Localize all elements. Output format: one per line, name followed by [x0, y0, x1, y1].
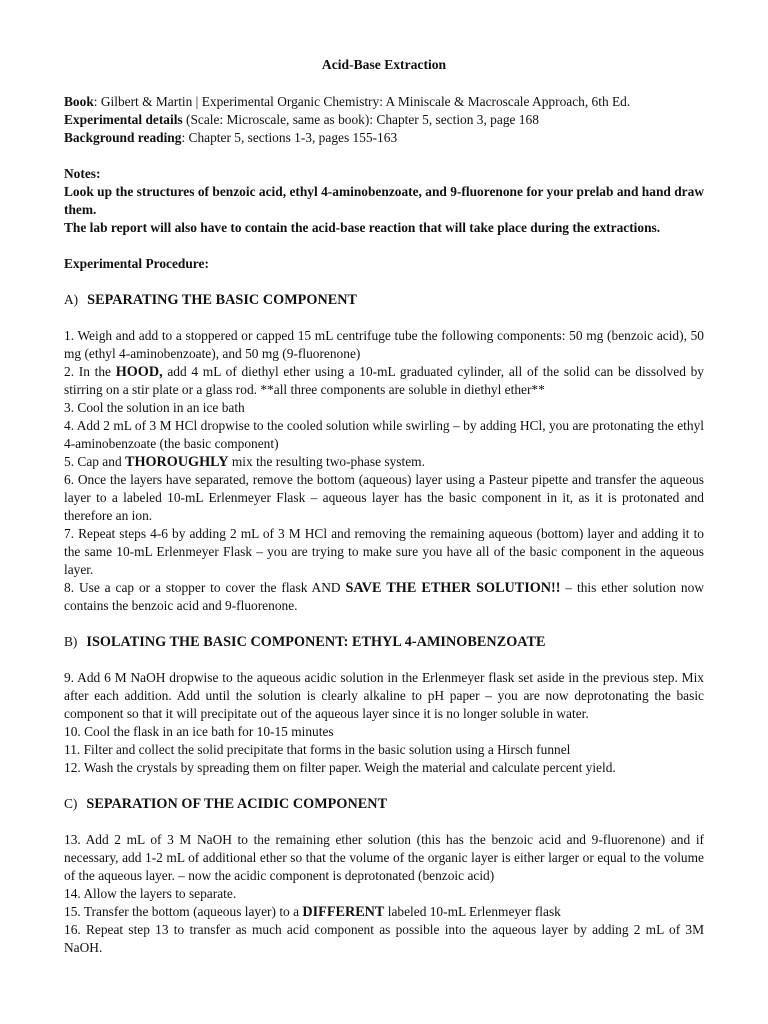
step-7: 7. Repeat steps 4-6 by adding 2 mL of 3 M HCl and removing the remaining aqueous (bottom) layer and adding it to the same 10-mL Erlenmeyer Flask – you are trying to make sure you have all of the basic component in the aqueous layer. — [64, 526, 704, 577]
notes-line-2: The lab report will also have to contain the acid-base reaction that will take place during the extractions. — [64, 220, 661, 235]
step-5-text-rest: mix the resulting two-phase system. — [228, 454, 425, 469]
step-4: 4. Add 2 mL of 3 M HCl dropwise to the cooled solution while swirling – by adding HCl, you are protonating the ethyl 4-aminobenzoate (the basic component) — [64, 418, 704, 451]
experimental-details-label: Experimental details — [64, 112, 183, 127]
book-label: Book — [64, 94, 94, 109]
background-reading-label: Background reading — [64, 130, 182, 145]
spacer — [64, 615, 704, 633]
step-10: 10. Cool the flask in an ice bath for 10-15 minutes — [64, 724, 334, 739]
step-16: 16. Repeat step 13 to transfer as much acid component as possible into the aqueous layer by adding 2 mL of 3M NaOH. — [64, 922, 704, 955]
background-reading-text: : Chapter 5, sections 1-3, pages 155-163 — [181, 130, 398, 145]
step-2-emphasis: HOOD, — [115, 364, 163, 380]
spacer — [64, 273, 704, 291]
step-12: 12. Wash the crystals by spreading them on filter paper. Weigh the material and calculate percent yield. — [64, 760, 616, 775]
step-15 — [64, 903, 704, 921]
step-2-text: 2. In the — [64, 364, 116, 379]
step-2-text-rest: add 4 mL of diethyl ether using a 10-mL graduated cylinder, all of the solid can be dissolved by stirring on a stir plate or a glass rod. **all three components are soluble in diethyl ether** — [64, 364, 704, 397]
step-9: 9. Add 6 M NaOH dropwise to the aqueous acidic solution in the Erlenmeyer flask set aside in the previous step. Mix after each addition. Add until the solution is clearly alkaline to pH paper – you are now deprotonating the basic component so that it will precipitate out of the aqueous layer since it is no longer soluble in water. — [64, 670, 704, 721]
step-3: 3. Cool the solution in an ice bath — [64, 400, 245, 415]
step-2 — [64, 363, 704, 399]
step-5-text: 5. Cap and — [64, 454, 125, 469]
step-8 — [64, 579, 704, 615]
step-6: 6. Once the layers have separated, remove the bottom (aqueous) layer using a Pasteur pipette and transfer the aqueous layer to a labeled 10-mL Erlenmeyer Flask – aqueous layer has the basic component in it, as it is protonated and therefore an ion. — [64, 472, 704, 523]
experimental-details — [64, 111, 704, 129]
spacer — [64, 237, 704, 255]
section-a-title: SEPARATING THE BASIC COMPONENT — [87, 292, 358, 308]
section-a-heading — [64, 291, 704, 309]
notes-line-1: Look up the structures of benzoic acid, ethyl 4-aminobenzoate, and 9-fluorenone for your prelab and hand draw them. — [64, 184, 704, 217]
book-text: : Gilbert & Martin | Experimental Organic Chemistry: A Miniscale & Macroscale Approach, 6th Ed. — [93, 94, 631, 109]
section-c-letter: C) — [64, 796, 78, 811]
notes-heading: Notes: — [64, 166, 101, 181]
section-b-letter: B) — [64, 634, 78, 649]
page-title: Acid-Base Extraction — [321, 57, 447, 72]
step-5 — [64, 453, 704, 471]
step-15-text-rest: labeled 10-mL Erlenmeyer flask — [384, 904, 561, 919]
step-15-text: 15. Transfer the bottom (aqueous layer) to a — [64, 904, 303, 919]
step-15-emphasis: DIFFERENT — [302, 904, 385, 920]
document-body — [64, 56, 704, 957]
section-c-heading — [64, 795, 704, 813]
step-8-emphasis: SAVE THE ETHER SOLUTION!! — [345, 580, 561, 596]
step-8-text-rest: – this ether solution now contains the benzoic acid and 9-fluorenone. — [64, 580, 704, 613]
section-a-letter: A) — [64, 292, 79, 307]
section-b-title: ISOLATING THE BASIC COMPONENT: ETHYL 4-AMINOBENZOATE — [86, 634, 546, 650]
step-11: 11. Filter and collect the solid precipitate that forms in the basic solution using a Hirsch funnel — [64, 742, 571, 757]
section-c-title: SEPARATION OF THE ACIDIC COMPONENT — [86, 796, 388, 812]
section-b-heading — [64, 633, 704, 651]
procedure-heading: Experimental Procedure: — [64, 256, 209, 271]
spacer — [64, 813, 704, 831]
step-1: 1. Weigh and add to a stoppered or capped 15 mL centrifuge tube the following components: 50 mg (benzoic acid), 50 mg (ethyl 4-aminobenzoate), and 50 mg (9-fluorenone) — [64, 328, 704, 361]
step-8-text: 8. Use a cap or a stopper to cover the flask AND — [64, 580, 346, 595]
step-5-emphasis: THOROUGHLY — [125, 454, 229, 470]
spacer — [64, 651, 704, 669]
spacer — [64, 147, 704, 165]
step-13: 13. Add 2 mL of 3 M NaOH to the remaining ether solution (this has the benzoic acid and 9-fluorenone) and if necessary, add 1-2 mL of additional ether so that the volume of the organic layer is either larger or equal to the volume of the aqueous layer. – now the acidic component is deprotonated (benzoic acid) — [64, 832, 704, 883]
step-14: 14. Allow the layers to separate. — [64, 886, 237, 901]
background-reading — [64, 129, 704, 147]
experimental-details-text: (Scale: Microscale, same as book): Chapter 5, section 3, page 168 — [182, 112, 539, 127]
spacer — [64, 309, 704, 327]
spacer — [64, 777, 704, 795]
book-reference — [64, 93, 704, 111]
